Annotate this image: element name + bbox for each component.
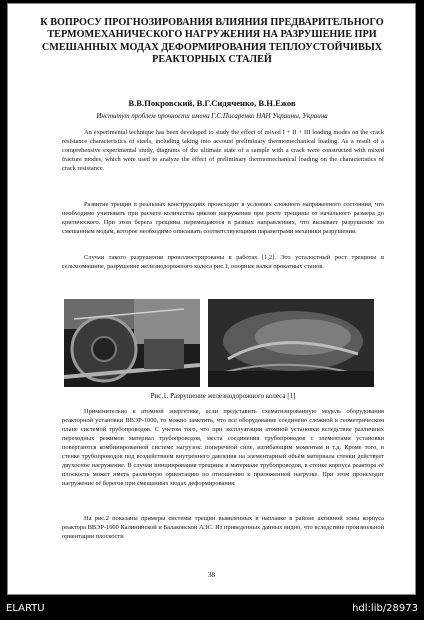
abstract: An experimental technique has been developed to study the effect of mixed I + II + III loading modes on the crack resistance characteristics of steels, including taking into account preliminary thermomechanical loading. As a result of a comprehensive experimental study, diagrams of the ultimate state of a sample with a crack were constructed with mixed fracture modes, which were used to analyze the effect of preliminary thermomechanical loading on the characteristics of crack resistance. <box>62 129 384 172</box>
figure-caption: Рис.1. Разрушение железнодорожного колеса [1] <box>150 392 296 400</box>
paper-page <box>7 3 416 595</box>
handle-label: hdl:lib/28973 <box>352 603 418 614</box>
paper-title: К ВОПРОСУ ПРОГНОЗИРОВАНИЯ ВЛИЯНИЯ ПРЕДВАРИТЕЛЬНОГО ТЕРМОМЕХАНИЧЕСКОГО НАГРУЖЕНИЯ НА РАЗРУШЕНИЕ ПРИ СМЕШАННЫХ МОДАХ ДЕФОРМИРОВАНИЯ ТЕПЛОУСТОЙЧИВЫХ РЕАКТОРНЫХ СТАЛЕЙ <box>40 17 384 66</box>
body-paragraph: Применительно к атомной энергетике, если представить схематизированную модель оборудования реакторной установки ВВЭР-1000, то можно заметить, что все оборудование соединено сложной в геометрическом плане системой трубопроводов. С учетом того, что при эксплуатации атомной установки вследствие различных переходных режимов материал трубопроводов, места соединения трубопроводов с элементами установки повергаются комбинированной системе нагрузок: поперечной силе, изгибающим моментам и т.д. Кроме того, в стенке трубопроводов под воздействием внутреннего давления на элементарный объём материала стенки действует двухосное нагружение. В случаи инициирования трещины в материале трубопроводов, в стенке корпуса реактора её плоскость может иметь различную ориентацию по отношению к приложенной нагрузке. При этом происходит нагружение её берегов при смешанных модах деформирования. <box>62 408 384 487</box>
paper-authors: В.В.Покровский, В.Г.Сидяченко, В.Н.Ежов <box>128 98 296 108</box>
figure-photo-wheel-right <box>208 299 374 387</box>
body-paragraph: На рис.2 показаны примеры системы трещин выявленных в наплавке в районе активной зоны корпуса реактора ВВЭР-1000 Калининской и Балаковской АЭС. Из приведенных данных видно, что вследствие произвольной ориентации плоскости <box>62 515 384 540</box>
body-paragraph: Развитие трещин в реальных конструкциях происходит в условиях сложного напряженного состояния, что необходимо учитывать при расчете количества циклов нагружения при росте трещины от начального размера до критического. При этом берега трещины перемещаются в разных направлениях, что вызывает разрушение по смешанным модам, которое необходимо описывать соответствующими параметрами механики разрушения. <box>62 201 384 235</box>
page-number: 38 <box>208 571 215 579</box>
paper-affiliation: Институт проблем прочности имени Г.С.Писаренко НАН Украины, Украина <box>96 112 328 120</box>
figure-photo-wheel-left <box>64 299 200 387</box>
repository-label: ELARTU <box>6 603 45 614</box>
body-paragraph: Случаи такого разрушения проиллюстрированы в работах [1,2]. Это усталостный рост трещины в сельхозмашине, разрушение железнодорожного колеса рис.1, опорные валки прокатных станов. <box>62 254 384 270</box>
